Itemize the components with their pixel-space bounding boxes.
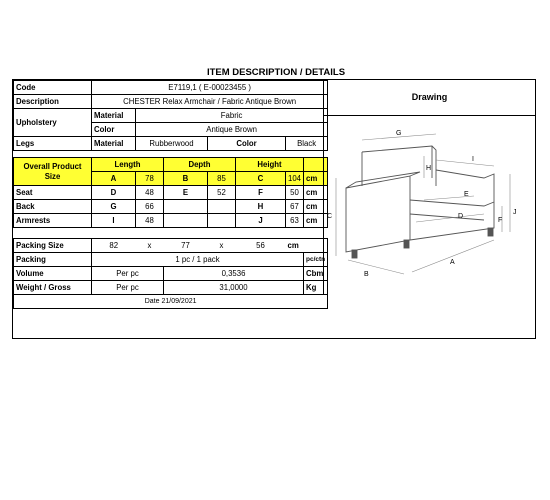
overall-b-value: 85 — [208, 172, 236, 186]
armchair-drawing — [323, 116, 535, 294]
overall-size-label: Overall Product Size — [14, 158, 92, 186]
back-g-value: 66 — [136, 200, 164, 214]
code-label: Code — [14, 81, 92, 95]
armrests-j-value: 63 — [286, 214, 304, 228]
upholstery-material-value: Fabric — [136, 109, 328, 123]
depth-header: Depth — [164, 158, 236, 172]
seat-label: Seat — [14, 186, 92, 200]
armrests-row — [14, 214, 328, 228]
back-label: Back — [14, 200, 92, 214]
length-header: Length — [92, 158, 164, 172]
seat-unit: cm — [304, 186, 328, 200]
seat-d-letter: D — [92, 186, 136, 200]
legs-color-value: Black — [286, 137, 328, 151]
packing-size-label: Packing Size — [14, 239, 92, 253]
label-i: I — [472, 156, 474, 163]
packing-size-x1: x — [136, 239, 164, 253]
upholstery-color-value: Antique Brown — [136, 123, 328, 137]
armrests-j-letter: J — [236, 214, 286, 228]
date-row — [14, 295, 328, 309]
description-row — [14, 95, 328, 109]
legs-row — [14, 137, 328, 151]
back-g-letter: G — [92, 200, 136, 214]
overall-a-letter: A — [92, 172, 136, 186]
upholstery-material-label: Material — [92, 109, 136, 123]
armrests-blank-2 — [208, 214, 236, 228]
armchair-diagram-svg — [324, 116, 535, 294]
spec-table — [13, 80, 328, 309]
base-front — [410, 212, 494, 240]
packing-unit: pc/ctn — [304, 253, 328, 267]
label-g: G — [396, 130, 402, 137]
spec-sheet — [12, 79, 536, 339]
dim-a-line — [412, 240, 494, 272]
legs-material-label: Material — [92, 137, 136, 151]
seat-f-value: 50 — [286, 186, 304, 200]
seat-d-value: 48 — [136, 186, 164, 200]
code-value: E7119,1 ( E-00023455 ) — [92, 81, 328, 95]
back-blank-1 — [164, 200, 208, 214]
height-header: Height — [236, 158, 304, 172]
packing-value: 1 pc / 1 pack — [92, 253, 304, 267]
leg-front-left — [352, 250, 357, 258]
overall-header-row — [14, 158, 328, 172]
packing-size-length: 82 — [92, 239, 136, 253]
label-j: J — [513, 209, 517, 216]
label-f: F — [498, 217, 503, 224]
packing-size-row — [14, 239, 328, 253]
packing-row — [14, 253, 328, 267]
backrest-shape — [362, 146, 436, 186]
armrests-label: Armrests — [14, 214, 92, 228]
volume-value: 0,3536 — [164, 267, 304, 281]
legs-color-label: Color — [208, 137, 286, 151]
back-unit: cm — [304, 200, 328, 214]
weight-label: Weight / Gross — [14, 281, 92, 295]
code-row — [14, 81, 328, 95]
packing-size-unit: cm — [286, 239, 328, 253]
packing-size-x2: x — [208, 239, 236, 253]
seat-f-letter: F — [236, 186, 286, 200]
weight-row — [14, 281, 328, 295]
overall-unit: cm — [304, 172, 328, 186]
upholstery-label: Upholstery — [14, 109, 92, 137]
weight-per: Per pc — [92, 281, 164, 295]
packing-size-depth: 77 — [164, 239, 208, 253]
label-b: B — [364, 271, 369, 278]
leg-back-right — [488, 228, 493, 236]
dim-b-line — [348, 260, 404, 274]
overall-a-value: 78 — [136, 172, 164, 186]
label-a: A — [450, 259, 455, 266]
seat-row — [14, 186, 328, 200]
back-h-value: 67 — [286, 200, 304, 214]
packing-size-height: 56 — [236, 239, 286, 253]
legs-material-value: Rubberwood — [136, 137, 208, 151]
upholstery-material-row — [14, 109, 328, 123]
back-row — [14, 200, 328, 214]
back-blank-2 — [208, 200, 236, 214]
label-e: E — [464, 191, 469, 198]
description-label: Description — [14, 95, 92, 109]
overall-b-letter: B — [164, 172, 208, 186]
description-value: CHESTER Relax Armchair / Fabric Antique Brown — [92, 95, 328, 109]
label-c: C — [327, 213, 333, 220]
date-text: Date 21/09/2021 — [14, 295, 328, 309]
leg-front-right — [404, 240, 409, 248]
weight-unit: Kg — [304, 281, 328, 295]
seat-e-letter: E — [164, 186, 208, 200]
dim-i-line — [436, 160, 494, 166]
overall-c-letter: C — [236, 172, 286, 186]
seat-cushion — [410, 200, 494, 220]
armrests-i-value: 48 — [136, 214, 164, 228]
spacer-row — [14, 151, 328, 158]
back-h-letter: H — [236, 200, 286, 214]
seat-e-value: 52 — [208, 186, 236, 200]
weight-value: 31,0000 — [164, 281, 304, 295]
armrests-blank-1 — [164, 214, 208, 228]
packing-label: Packing — [14, 253, 92, 267]
overall-c-value: 104 — [286, 172, 304, 186]
armrests-unit: cm — [304, 214, 328, 228]
label-d: D — [458, 213, 464, 220]
upholstery-color-label: Color — [92, 123, 136, 137]
label-h: H — [426, 165, 432, 172]
spacer-row-2 — [14, 228, 328, 239]
volume-unit: Cbm — [304, 267, 328, 281]
legs-label: Legs — [14, 137, 92, 151]
volume-per: Per pc — [92, 267, 164, 281]
armrests-i-letter: I — [92, 214, 136, 228]
drawing-heading: Drawing — [323, 80, 535, 116]
document-title: ITEM DESCRIPTION / DETAILS — [206, 67, 346, 78]
volume-label: Volume — [14, 267, 92, 281]
volume-row — [14, 267, 328, 281]
left-arm-front — [346, 176, 410, 252]
